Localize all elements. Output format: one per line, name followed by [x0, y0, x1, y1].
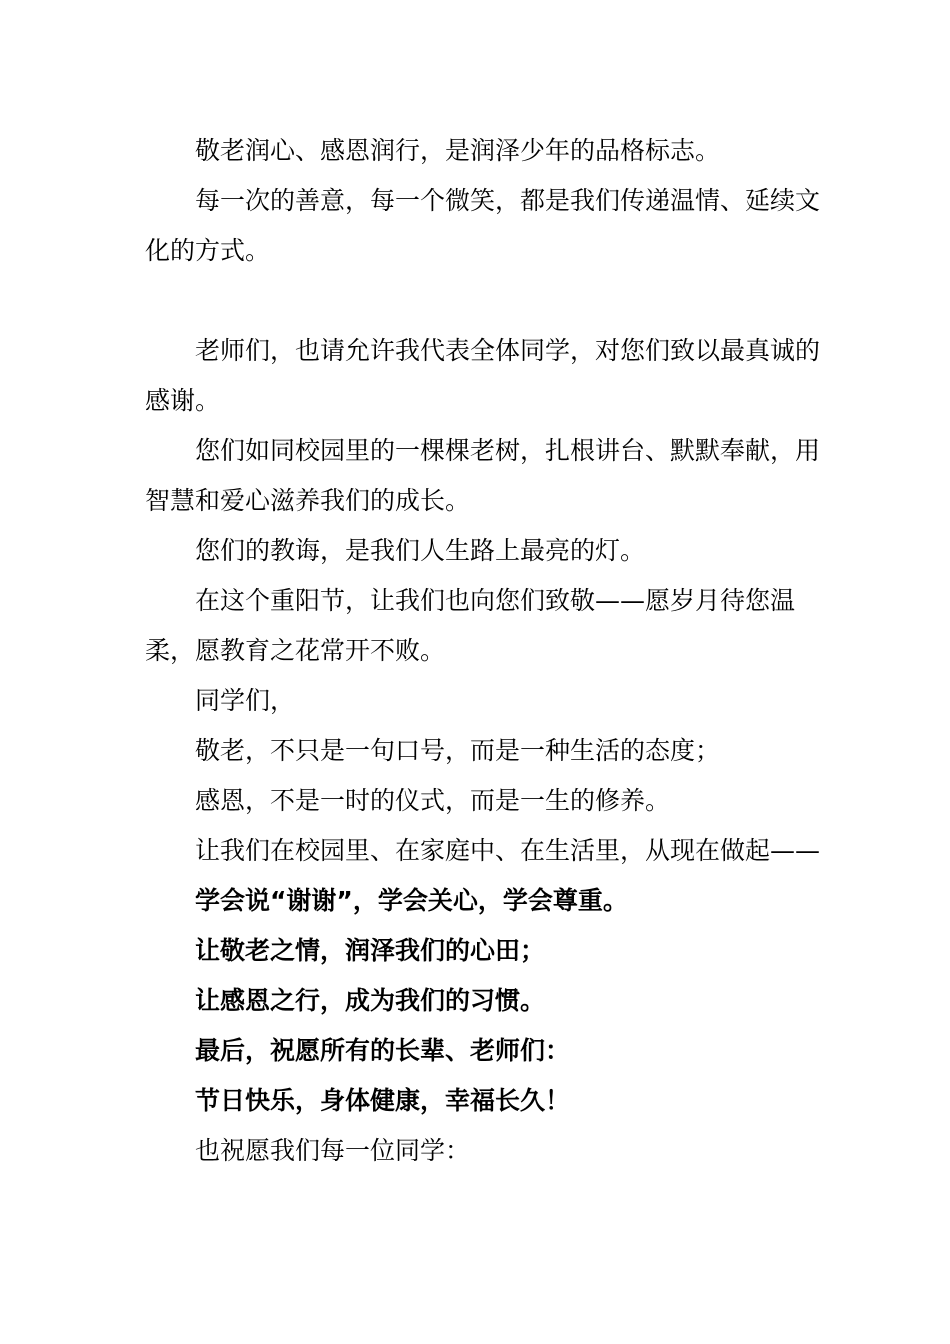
bold-line: 最后，祝愿所有的长辈、老师们：	[195, 1036, 571, 1065]
bold-line: 让感恩之行，成为我们的习惯。	[195, 986, 546, 1015]
paragraph: 感恩，不是一时的仪式，而是一生的修养。	[195, 786, 671, 815]
blank-line	[145, 276, 835, 326]
bold-line: 节日快乐，身体健康，幸福长久！	[195, 1086, 571, 1115]
paragraph: 每一次的善意，每一个微笑，都是我们传递温情、延续文化的方式。	[145, 186, 821, 265]
paragraph: 您们的教诲，是我们人生路上最亮的灯。	[195, 536, 646, 565]
bold-line: 学会说“谢谢”，学会关心，学会尊重。	[195, 886, 628, 915]
paragraph: 您们如同校园里的一棵棵老树，扎根讲台、默默奉献，用智慧和爱心滋养我们的成长。	[145, 436, 821, 515]
closing-line: 也祝愿我们每一位同学：	[195, 1136, 471, 1165]
paragraph: 敬老润心、感恩润行，是润泽少年的品格标志。	[195, 136, 721, 165]
paragraph: 让我们在校园里、在家庭中、在生活里，从现在做起——	[195, 836, 821, 865]
paragraph: 同学们，	[195, 686, 296, 715]
bold-line: 让敬老之情，润泽我们的心田；	[195, 936, 546, 965]
paragraph: 在这个重阳节，让我们也向您们致敬——愿岁月待您温柔，愿教育之花常开不败。	[145, 586, 796, 665]
paragraph: 敬老，不只是一句口号，而是一种生活的态度；	[195, 736, 721, 765]
document-body	[145, 126, 835, 1176]
paragraph: 老师们，也请允许我代表全体同学，对您们致以最真诚的感谢。	[145, 336, 821, 415]
